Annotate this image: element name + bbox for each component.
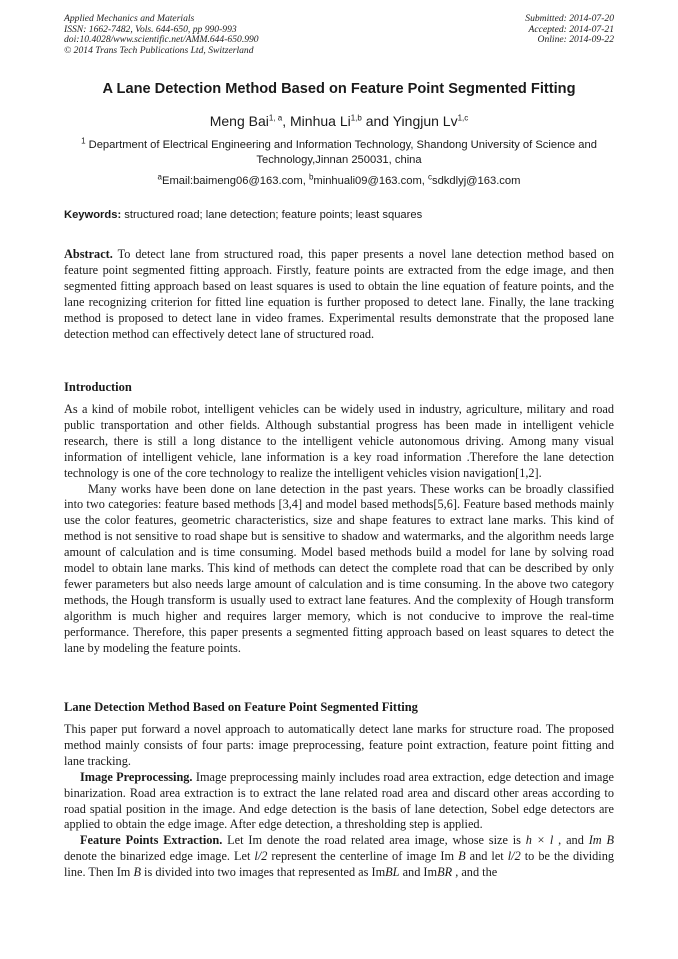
affiliation-marker: 1 xyxy=(81,136,86,146)
paragraph-text: and let xyxy=(465,849,508,864)
keywords xyxy=(64,209,614,221)
submitted-date: Submitted: 2014-07-20 xyxy=(525,13,614,24)
math-inline: B xyxy=(133,865,141,880)
affiliation xyxy=(64,138,614,168)
paragraph-text: to be the dividing line. Then Im xyxy=(64,849,615,880)
abstract-text: To detect lane from structured road, this paper presents a novel lane detection method based on feature point segmented fitting approach. Firstly, feature points are extracted from the edge image, and then segmented fitting approach based on least squares is used to obtain the line equation of feature points, and the lane recognizing criterion for fitted line equation is further proposed to detect lane. Finally, the lane tracking method is proposed to detect lane in video frames. Experimental results demonstrate that the proposed lane detection method can effectively detect lane of structured road. xyxy=(64,247,614,341)
author-name: Meng Bai xyxy=(209,113,269,129)
subsection-label: Image Preprocessing. xyxy=(80,769,193,784)
email-c: sdkdlyj@163.com xyxy=(431,175,521,187)
subsection-label: Feature Points Extraction. xyxy=(80,833,223,848)
paragraph xyxy=(64,833,614,881)
section-heading-method: Lane Detection Method Based on Feature Point Segmented Fitting xyxy=(64,700,418,714)
method-body xyxy=(64,722,614,881)
paper-title: A Lane Detection Method Based on Feature Point Segmented Fitting xyxy=(102,81,576,97)
author-emails xyxy=(0,172,678,187)
author-affil-marker: 1, a xyxy=(268,113,283,123)
email-marker: a xyxy=(157,172,162,182)
author-list xyxy=(0,113,678,129)
journal-name: Applied Mechanics and Materials xyxy=(64,13,195,24)
math-inline: l/2 xyxy=(254,849,268,864)
math-inline: BL xyxy=(385,865,400,880)
math-inline: Im B xyxy=(588,833,615,848)
affiliation-text: Department of Electrical Engineering and Information Technology, Shandong University of Science and Technology,Jinnan 250031, china xyxy=(88,139,597,166)
paragraph-text: and Im xyxy=(399,865,438,880)
online-date: Online: 2014-09-22 xyxy=(537,34,614,45)
paragraph-text: , and the xyxy=(452,865,498,880)
paragraph xyxy=(64,770,614,834)
paragraph-text: denote the binarized edge image. Let xyxy=(64,849,255,864)
abstract-label: Abstract. xyxy=(64,247,113,261)
author-affil-marker: 1,b xyxy=(350,113,362,123)
math-inline: BR xyxy=(437,865,453,880)
abstract xyxy=(64,247,614,342)
issn-line: ISSN: 1662-7482, Vols. 644-650, pp 990-993 xyxy=(64,23,237,35)
paragraph-text: Let Im denote the road related area image, whose size is xyxy=(222,833,526,848)
doi-line: doi:10.4028/www.scientific.net/AMM.644-650.990 xyxy=(64,34,259,45)
author-separator: and xyxy=(361,113,393,129)
email-marker: b xyxy=(308,172,314,182)
math-inline: l/2 xyxy=(507,849,521,864)
math-inline: B xyxy=(458,849,466,864)
email-marker: c xyxy=(427,172,432,182)
author-name: Minhua Li xyxy=(290,113,351,129)
paragraph-text: represent the centerline of image Im xyxy=(267,849,459,864)
author-affil-marker: 1,c xyxy=(457,113,469,123)
accepted-date: Accepted: 2014-07-21 xyxy=(528,23,614,35)
paragraph-text: is divided into two images that represented as Im xyxy=(140,865,386,880)
submission-dates xyxy=(525,14,614,46)
keywords-label: Keywords: xyxy=(64,209,122,221)
author-separator: , xyxy=(282,113,291,129)
math-inline: h × l xyxy=(525,833,554,848)
email-b: minhuali09@163.com, xyxy=(313,175,428,187)
paragraph: This paper put forward a novel approach to automatically detect lane marks for structure road. The proposed method mainly consists of four parts: image preprocessing, feature point extraction, feature point fitting and lane tracking. xyxy=(64,722,614,768)
email-a: Email:baimeng06@163.com, xyxy=(162,175,309,187)
journal-info xyxy=(64,14,259,56)
keywords-text: structured road; lane detection; feature points; least squares xyxy=(121,209,423,221)
paragraph-text: Image preprocessing mainly includes road area extraction, edge detection and image binarization. Road area extraction is to extract the lane related road area and discard other areas according to road spatial position in the image. And edge detection is the basis of lane detection, Sobel edge detectors are applied to obtain the edge image. After edge detection, a thresholding step is applied. xyxy=(64,769,614,832)
section-heading-introduction: Introduction xyxy=(64,380,132,394)
paragraph-text: , and xyxy=(553,833,589,848)
introduction-body xyxy=(64,402,614,657)
paragraph: Many works have been done on lane detection in the past years. These works can be broadly classified into two categories: feature based methods [3,4] and model based methods[5,6]. Feature based methods mainly use the color features, geometric characteristics, size and shape features to extract lane marks. This kind of method is not sensitive to road shape but is sensitive to shadow and watermarks, and the algorithm needs large amount of calculation and is time consuming. Model based methods build a model for lane by solving road model to obtain lane marks. This kind of methods can detect the complete road that can be described by only fewer parameters but also needs large amount of calculation and is time consuming. In the above two category methods, the Hough transform is usually used to extract lane features. And the complexity of Hough transform algorithm is much higher and requires larger memory, which is not conducive to improve the real-time performance. Therefore, this paper presents a segmented fitting approach based on least squares to detect the lane by modeling the feature points. xyxy=(64,481,614,655)
paragraph: As a kind of mobile robot, intelligent vehicles can be widely used in industry, agriculture, military and road public transportation and other fields. Although substantial progress has been made in intelligent vehicle research, there is still a long distance to the intelligent vehicle autonomous driving. Among many visual information of intelligent vehicle, lane information is a key road information .Therefore the lane detection technology is one of the core technology to realize the intelligent vehicles vision navigation[1,2]. xyxy=(64,402,614,480)
author-name: Yingjun Lv xyxy=(392,113,458,129)
copyright-line: © 2014 Trans Tech Publications Ltd, Switzerland xyxy=(64,44,254,56)
